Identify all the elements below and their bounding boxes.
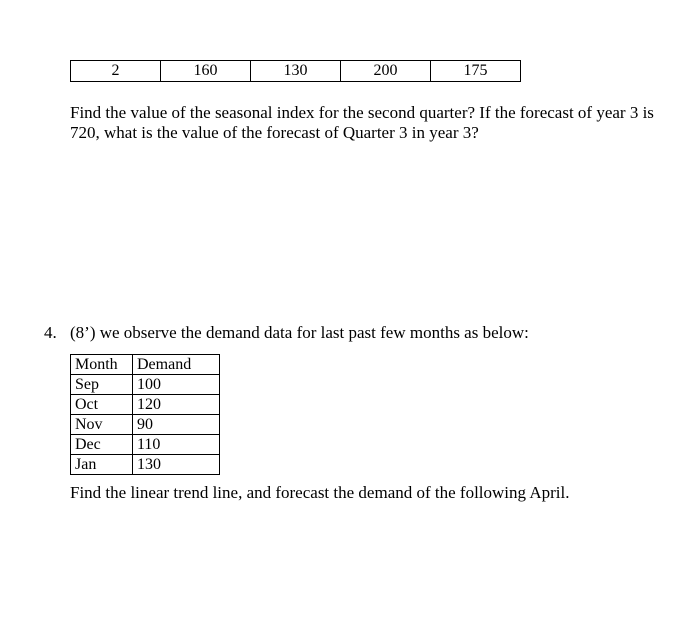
- table-cell: 175: [431, 61, 521, 82]
- table-cell: 160: [161, 61, 251, 82]
- table-cell: 2: [71, 61, 161, 82]
- month-cell: Oct: [71, 395, 133, 415]
- header-demand: Demand: [133, 355, 220, 375]
- month-cell: Sep: [71, 375, 133, 395]
- demand-table: [70, 354, 220, 475]
- table-row: [71, 395, 220, 415]
- demand-cell: 90: [133, 415, 220, 435]
- demand-cell: 130: [133, 455, 220, 475]
- table-row: [71, 435, 220, 455]
- table-row: [71, 375, 220, 395]
- question-number: 4.: [44, 323, 57, 342]
- header-month: Month: [71, 355, 133, 375]
- demand-cell: 120: [133, 395, 220, 415]
- demand-cell: 110: [133, 435, 220, 455]
- month-cell: Nov: [71, 415, 133, 435]
- trend-line-question: Find the linear trend line, and forecast the demand of the following April.: [70, 483, 570, 502]
- table-cell: 130: [251, 61, 341, 82]
- question-prompt: (8’) we observe the demand data for last past few months as below:: [70, 323, 529, 342]
- table-row: [71, 415, 220, 435]
- table-header-row: [71, 355, 220, 375]
- quarter-data-table: [70, 60, 521, 82]
- demand-cell: 100: [133, 375, 220, 395]
- question-4-heading: [44, 322, 529, 344]
- table-row: [71, 455, 220, 475]
- table-cell: 200: [341, 61, 431, 82]
- seasonal-index-question: Find the value of the seasonal index for the second quarter? If the forecast of year 3 is 720, what is the value of the forecast of Quarter 3 in year 3?: [70, 103, 654, 142]
- month-cell: Jan: [71, 455, 133, 475]
- table-row: [71, 61, 521, 82]
- month-cell: Dec: [71, 435, 133, 455]
